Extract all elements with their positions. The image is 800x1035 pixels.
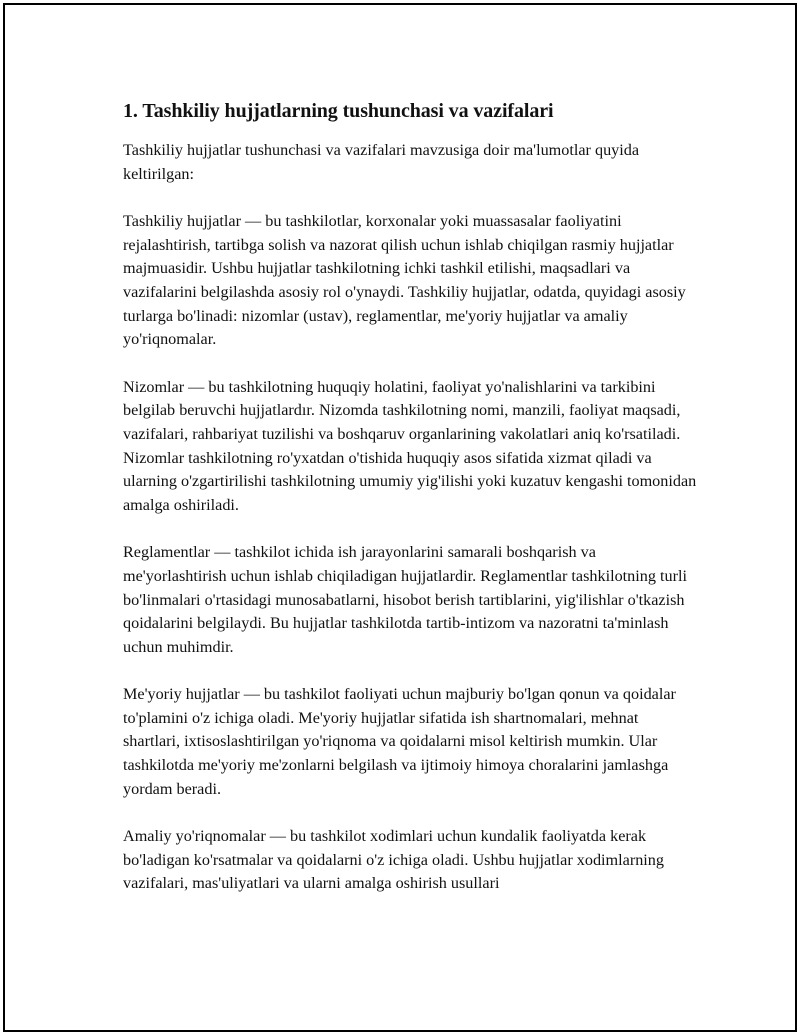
meyoriy-hujjatlar-paragraph: Me'yoriy hujjatlar — bu tashkilot faoliyati uchun majburiy bo'lgan qonun va qoidalar to'plamini o'z ichiga oladi. Me'yoriy hujjatlar sifatida ish shartnomalari, mehnat shartlari, ixtisoslashtirilgan yo'riqnoma va qoidalarni misol keltirish mumkin. Ular tashkilotda me'yoriy me'zonlarni belgilash va ijtimoiy himoya choralarini jamlashga yordam beradi. [123,685,676,798]
definition-paragraph: Tashkiliy hujjatlar — bu tashkilotlar, korxonalar yoki muassasalar faoliyatini rejalashtirish, tartibga solish va nazorat qilish uchun ishlab chiqilgan rasmiy hujjatlar majmuasidir. Ushbu hujjatlar tashkilotning ichki tashkil etilishi, maqsadlari va vazifalarini belgilashda asosiy rol o'ynaydi. Tashkiliy hujjatlar, odatda, quyidagi asosiy turlarga bo'linadi: nizomlar (ustav), reglamentlar, me'yoriy hujjatlar va amaliy yo'riqnomalar. [123,212,686,349]
reglamentlar-paragraph: Reglamentlar — tashkilot ichida ish jarayonlarini samarali boshqarish va me'yorlashtirish uchun ishlab chiqiladigan hujjatlardir. Reglamentlar tashkilotning turli bo'linmalari o'rtasidagi munosabatlarni, hisobot berish tartiblarini, yig'ilishlar o'tkazish qoidalarini belgilaydi. Bu hujjatlar tashkilotda tartib-intizom va nazoratni ta'minlash uchun muhimdir. [123,543,687,656]
page-frame [3,3,797,1032]
intro-paragraph: Tashkiliy hujjatlar tushunchasi va vazifalari mavzusiga doir ma'lumotlar quyida keltirilgan: [123,141,640,183]
section-heading: 1. Tashkiliy hujjatlarning tushunchasi va vazifalari [123,100,554,122]
amaliy-yoriqnomalar-paragraph: Amaliy yo'riqnomalar — bu tashkilot xodimlari uchun kundalik faoliyatda kerak bo'ladigan ko'rsatmalar va qoidalarni o'z ichiga oladi. Ushbu hujjatlar xodimlarning vazifalari, mas'uliyatlari va ularni amalga oshirish usullari [123,827,664,893]
nizomlar-paragraph: Nizomlar — bu tashkilotning huquqiy holatini, faoliyat yo'nalishlarini va tarkibini belgilab beruvchi hujjatlardır. Nizomda tashkilotning nomi, manzili, faoliyat maqsadi, vazifalari, rahbariyat tuzilishi va boshqaruv organlarining vakolatlari aniq ko'rsatiladi. Nizomlar tashkilotning ro'yxatdan o'tishida huquqiy asos sifatida xizmat qiladi va ularning o'zgartirilishi tashkilotning umumiy yig'ilishi yoki kuzatuv kengashi tomonidan amalga oshiriladi. [123,377,697,514]
document-body [123,97,698,920]
